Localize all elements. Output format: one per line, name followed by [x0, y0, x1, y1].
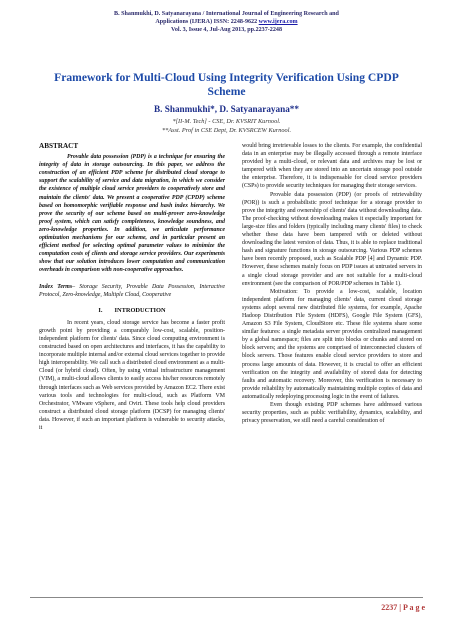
affiliation-1: *[II-M. Tech] - CSE, Dr. KVSRIT Kurnool. [172, 118, 281, 125]
journal-header-line3: Vol. 3, Issue 4, Jul-Aug 2013, pp.2237-2248 [170, 27, 282, 33]
right-column [242, 142, 422, 425]
section-number: I. [98, 306, 103, 314]
journal-header-line1: B. Shanmukhi, D. Satyanarayana / International Journal of Engineering Research and [114, 11, 339, 17]
paper-authors: B. Shanmukhi*, D. Satyanarayana** [154, 104, 299, 114]
index-terms-text: – Storage Security, Provable Data Possession, Interactive Protocol, Zero-knowledge, Multiple Cloud, Cooperative [39, 283, 225, 298]
section-heading-introduction [39, 307, 225, 315]
right-paragraph-2: Provable data possession (PDP) (or proofs of retrievability (POR)) is such a probabilistic proof technique for a storage provider to prove the integrity and ownership of clients' data without downloading data. The proof-checking without downloading makes it especially important for large-size files and folders (typically including many clients' files) to check whether these data have been tampered with or deleted without downloading the latest version of data. Thus, it is able to replace traditional hash and signature functions in storage outsourcing. Various PDP schemes have been recently proposed, such as Scalable PDP [4] and Dynamic PDP. However, these schemes mainly focus on PDP issues at untrusted servers in a single cloud storage provider and are not suitable for a multi-cloud environment (see the comparison of POR/PDP schemes in Table 1). [242, 191, 422, 287]
paper-title: Framework for Multi-Cloud Using Integrity Verification Using CPDP Scheme [54, 71, 399, 98]
right-paragraph-1: would bring irretrievable losses to the clients. For example, the confidential data in an enterprise may be illegally accessed through a remote interface provided by a multi-cloud, or relevant data and archives may be lost or tampered with when they are stored into an uncertain storage pool outside the enterprise. Therefore, it is indispensable for cloud service providers (CSPs) to provide security techniques for managing their storage services. [242, 143, 422, 190]
index-terms [39, 283, 225, 299]
affiliation-2: **Asst. Prof in CSE Dept, Dr. KVSRCEW Kurnool. [161, 127, 292, 134]
abstract-heading: ABSTRACT [39, 142, 79, 150]
journal-header-line2 [30, 18, 423, 26]
abstract-body: Provable data possession (PDP) is a technique for ensuring the integrity of data in storage outsourcing. In this paper, we address the construction of an efficient PDP scheme for distributed cloud storage to support the scalability of service and data migration, in which we consider the existence of multiple cloud service providers to cooperatively store and maintain the clients' data. We present a cooperative PDP (CPDP) scheme based on homomorphic verifiable response and hash index hierarchy. We prove the security of our scheme based on multi-prover zero-knowledge proof system, which can satisfy completeness, knowledge soundness, and zero-knowledge properties. In addition, we articulate performance optimization mechanisms for our scheme, and in particular present an efficient method for selecting optimal parameter values to minimize the computation costs of clients and storage service providers. Our experiments show that our solution introduces lower computation and communication overheads in comparison with non-cooperative approaches. [39, 154, 225, 274]
journal-url-link[interactable]: www.ijera.com [258, 19, 298, 25]
right-paragraph-4: Even though existing PDP schemes have addressed various security properties, such as public verifiability, dynamics, scalability, and privacy preservation, we still need a careful consideration of [242, 402, 422, 425]
footer-divider [30, 597, 423, 598]
intro-paragraph: In recent years, cloud storage service has become a faster profit growth point by providing a comparably low-cost, scalable, position-independent platform for clients' data. Since cloud computing environment is constructed based on open architectures and interfaces, it has the capability to incorporate multiple internal and/or external cloud services together to provide high interoperability. We call such a distributed cloud environment as a multi-Cloud (or hybrid cloud). Often, by using virtual infrastructure management (VIM), a multi-cloud allows clients to easily access his/her resources remotely through interfaces such as Web services provided by Amazon EC2. There exist various tools and technologies for multi-cloud, such as Platform VM Orchestrator, VMware vSphere, and Ovirt. These tools help cloud providers construct a distributed cloud storage platform (DCSP) for managing clients' data. However, if such an important platform is vulnerable to security attacks, it [39, 319, 225, 431]
journal-issn: Applications (IJERA) ISSN: 2248-9622 [155, 19, 259, 25]
section-title: INTRODUCTION [114, 306, 166, 314]
page-number: 2237 | P a g e [381, 603, 425, 612]
index-terms-label: Index Terms [39, 283, 73, 290]
left-column [39, 142, 225, 432]
right-paragraph-3: Motivation: To provide a low-cost, scalable, location independent platform for managing clients' data, current cloud storage systems adopt several new distributed file systems, for example, Apache Hadoop Distribution File System (HDFS), Google File System (GFS), Amazon S3 File System, CloudStore etc. These file systems share some similar features: a single metadata server provides centralized management by a global namespace; files are split into blocks or chunks and stored on block servers; and the systems are comprised of interconnected clusters of block servers. Those features enable cloud service providers to store and process large amounts of data. However, it is crucial to offer an efficient verification on the integrity and availability of stored data for detecting faults and automatic recovery. Moreover, this verification is necessary to provide reliability by automatically maintaining multiple copies of data and automatically redeploying processing logic in the event of failures. [242, 288, 422, 400]
